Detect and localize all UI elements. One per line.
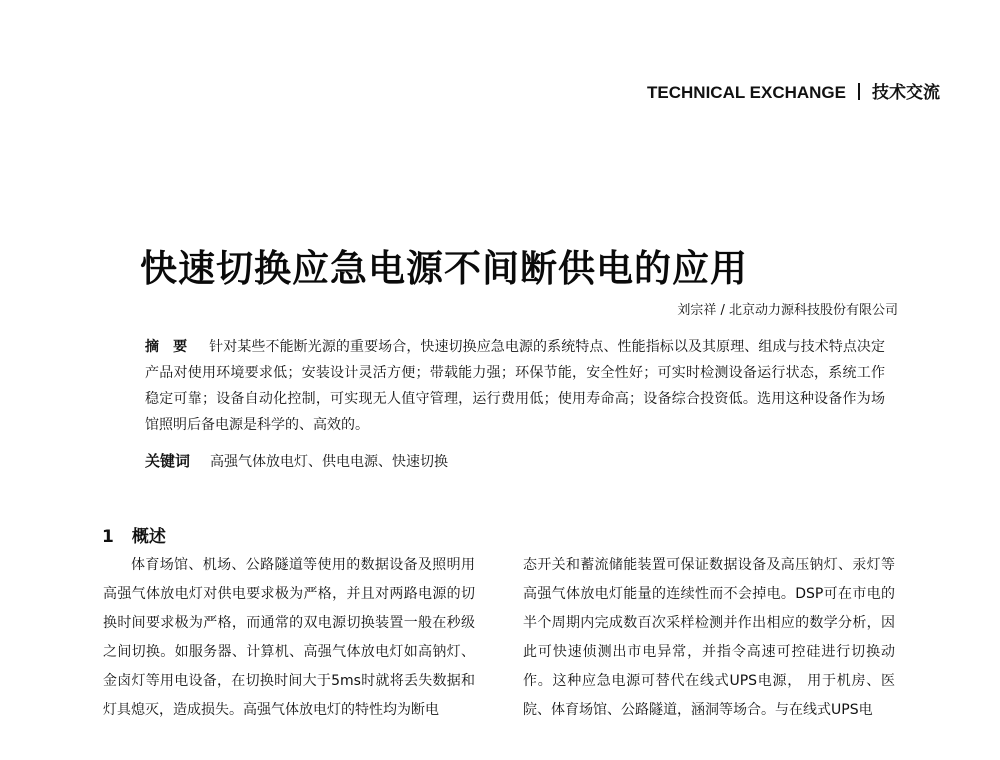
running-header	[647, 78, 940, 103]
abstract-text: 针对某些不能断光源的重要场合，快速切换应急电源的系统特点、性能指标以及其原理、组成与技术特点决定产品对使用环境要求低；安装设计灵活方便；带载能力强；环保节能，安全性好；可实时检测设备运行状态，系统工作稳定可靠；设备自动化控制，可实现无人值守管理，运行费用低；使用寿命高；设备综合投资低。选用这种设备作为场馆照明后备电源是科学的、高效的。	[145, 339, 886, 433]
section-title: 概述	[131, 527, 166, 547]
section-number: 1	[102, 527, 114, 547]
body-left-column	[103, 551, 475, 725]
abstract	[145, 334, 885, 438]
body-paragraph-continued: 态开关和蓄流储能装置可保证数据设备及高压钠灯、汞灯等高强气体放电灯能量的连续性而不会掉电。DSP可在市电的半个周期内完成数百次采样检测并作出相应的数学分析，因此可快速侦测出市电异常，并指令高速可控硅进行切换动作。这种应急电源可替代在线式UPS电源， 用于机房、医院、体育场馆、公路隧道，涵洞等场合。与在线式UPS电	[523, 557, 895, 718]
keywords-label: 关键词	[145, 452, 191, 470]
body-right-column	[523, 551, 895, 725]
header-separator	[858, 83, 860, 100]
section-heading	[102, 522, 166, 547]
abstract-label: 摘要	[145, 339, 202, 355]
keywords	[145, 450, 885, 473]
header-english: TECHNICAL EXCHANGE	[647, 83, 846, 102]
keywords-text: 高强气体放电灯、供电电源、快速切换	[210, 454, 449, 470]
body-paragraph: 体育场馆、机场、公路隧道等使用的数据设备及照明用高强气体放电灯对供电要求极为严格，并且对两路电源的切换时间要求极为严格，而通常的双电源切换装置一般在秒级之间切换。如服务器、计算机、高强气体放电灯如高钠灯、金卤灯等用电设备，在切换时间大于5ms时就将丢失数据和灯具熄灭，造成损失。高强气体放电灯的特性均为断电	[103, 557, 475, 718]
author-byline: 刘宗祥 / 北京动力源科技股份有限公司	[677, 303, 898, 318]
article-title: 快速切换应急电源不间断供电的应用	[140, 247, 748, 290]
header-chinese: 技术交流	[872, 83, 940, 103]
